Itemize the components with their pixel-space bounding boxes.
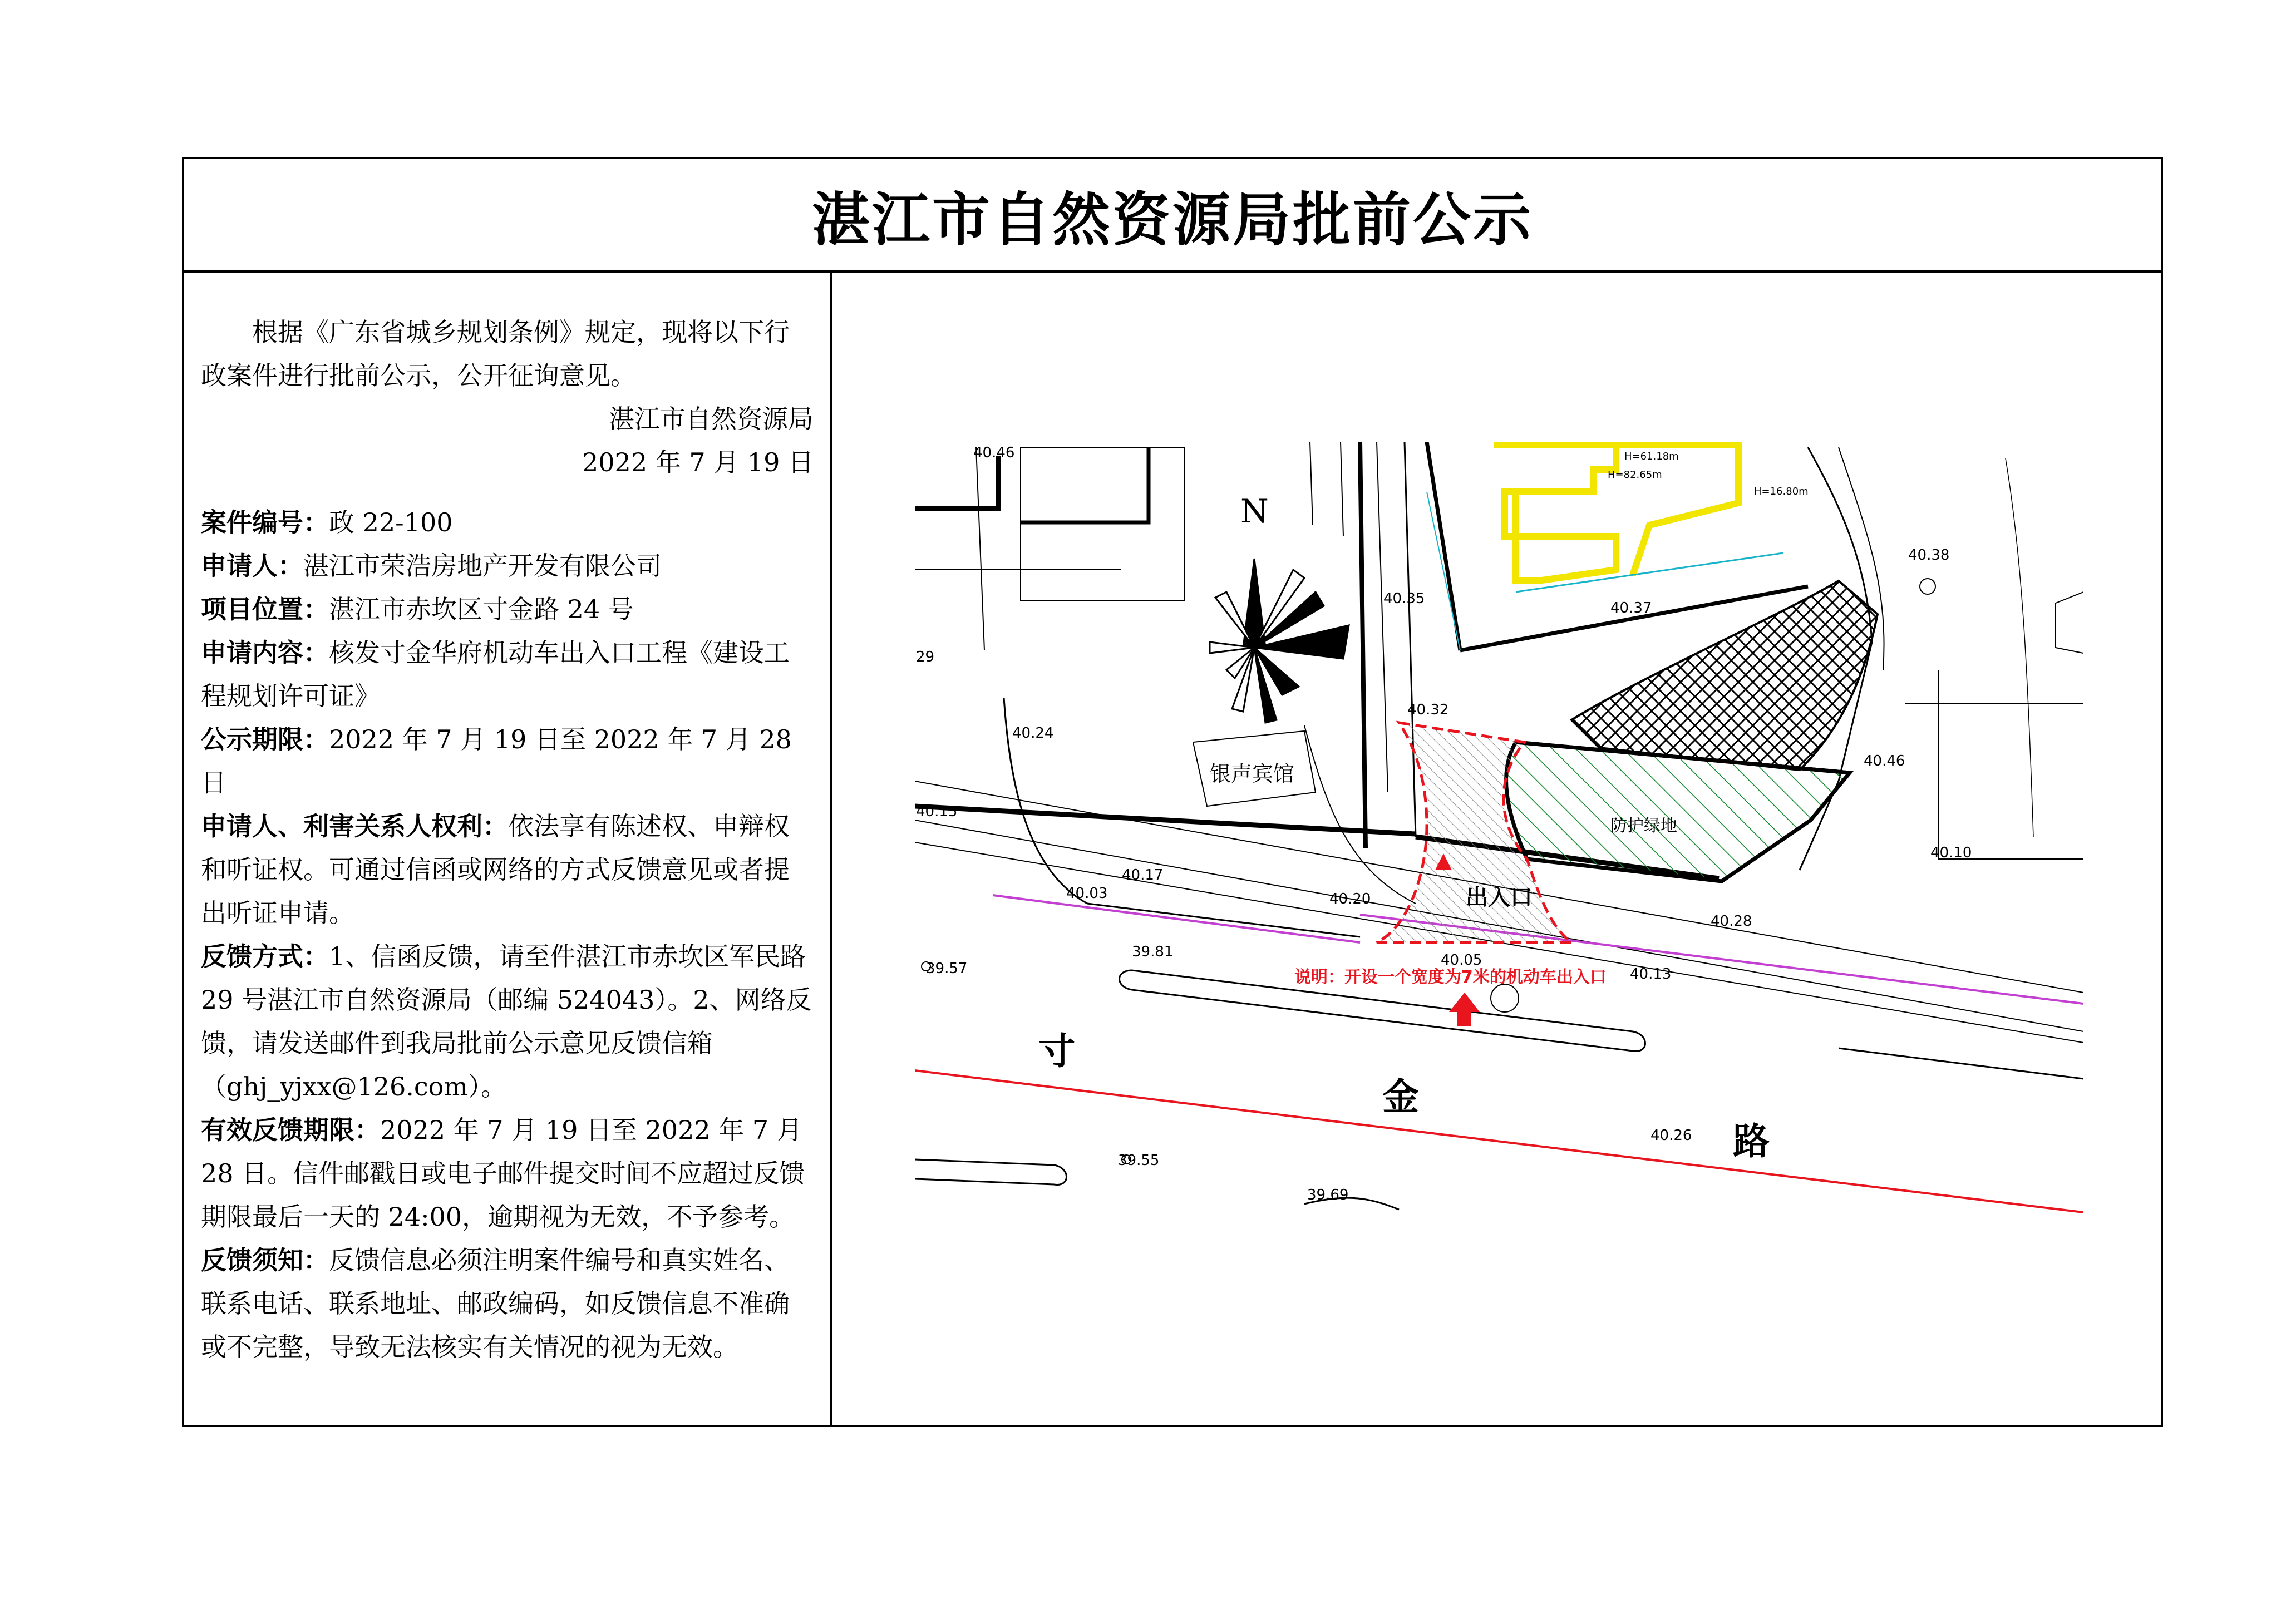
publicity-period: 公示期限：2022 年 7 月 19 日至 2022 年 7 月 28 日 [201,724,792,798]
greenbelt-label: 防护绿地 [1610,816,1677,836]
road-char-1: 寸 [1038,1030,1075,1073]
elevation-label: 40.28 [1711,913,1752,930]
entrance-label: 出入口 [1466,885,1533,910]
feedback-deadline: 有效反馈期限：2022 年 7 月 19 日至 2022 年 7 月 28 日。信件邮戳日或电子邮件提交时间不应超过反馈期限最后一天的 24:00，逾期视为无效，不予参考。 [201,1115,805,1232]
elevation-label: 40.10 [1930,845,1972,861]
site-plan-drawing [832,273,2161,1425]
road-char-3: 路 [1733,1120,1770,1163]
elevation-label: 39.57 [926,960,968,977]
north-arrow [1210,559,1349,723]
elevation-label: 40.32 [1407,702,1449,718]
elevation-label: 40.26 [1650,1127,1692,1144]
elevation-label: 40.05 [1441,952,1482,969]
notice-frame [182,157,2163,1427]
notice-date: 2022 年 7 月 19 日 [582,447,814,477]
elevation-label: 40.46 [973,445,1015,461]
elevation-label: 40.17 [1122,867,1164,883]
elevation-label: 29 [916,649,935,665]
applicant: 申请人：湛江市荣浩房地产开发有限公司 [201,551,662,581]
elevation-label: 40.20 [1329,891,1371,907]
page-title: 湛江市自然资源局批前公示 [811,186,1533,254]
application-content: 申请内容：核发寸金华府机动车出入口工程《建设工程规划许可证》 [201,638,790,711]
elevation-label: 39.81 [1132,944,1174,960]
intro-paragraph: 根据《广东省城乡规划条例》规定，现将以下行政案件进行批前公示，公开征询意见。 [201,317,790,391]
elevation-label: 40.37 [1610,600,1652,616]
feedback-notice: 反馈须知：反馈信息必须注明案件编号和真实姓名、联系电话、联系地址、邮政编码，如反馈信息不准确或不完整，导致无法核实有关情况的视为无效。 [201,1245,790,1362]
project-location: 项目位置：湛江市赤坎区寸金路 24 号 [201,594,634,624]
elevation-label: 40.38 [1908,547,1950,564]
case-number: 案件编号：政 22-100 [201,507,453,537]
height-label: H=16.80m [1754,486,1809,497]
height-label: H=82.65m [1608,469,1662,481]
elevation-label: 40.46 [1864,753,1905,769]
elevation-label: 40.24 [1012,725,1054,742]
hotel-label: 银声宾馆 [1210,762,1295,786]
elevation-label: 40.03 [1066,885,1108,902]
issuer: 湛江市自然资源局 [609,404,814,434]
road-char-2: 金 [1382,1075,1419,1118]
height-label: H=61.18m [1624,451,1679,462]
feedback-method: 反馈方式：1、信函反馈，请至件湛江市赤坎区军民路 29 号湛江市自然资源局（邮编 524043）。2、网络反馈，请发送邮件到我局批前公示意见反馈信箱（ghj_yjxx@126.com）。 [201,941,812,1102]
north-label: N [1240,492,1269,530]
elevation-label: 40.15 [916,803,958,820]
height-labels [1608,451,1809,497]
entrance-arrow-icon [1449,993,1480,1026]
elevation-label: 39.69 [1307,1187,1349,1203]
title-row [184,159,2161,273]
elevation-label: 40.13 [1630,966,1672,983]
entrance-note: 说明：开设一个宽度为7米的机动车出入口 [1294,968,1607,987]
elevation-label: 40.35 [1383,590,1425,607]
site-plan-panel [832,273,2161,1425]
elevation-label: 39.55 [1118,1152,1160,1169]
stakeholder-rights: 申请人、利害关系人权利：依法享有陈述权、申辩权和听证权。可通过信函或网络的方式反馈意见或者提出听证申请。 [201,811,790,928]
notice-text-column [184,273,832,1425]
